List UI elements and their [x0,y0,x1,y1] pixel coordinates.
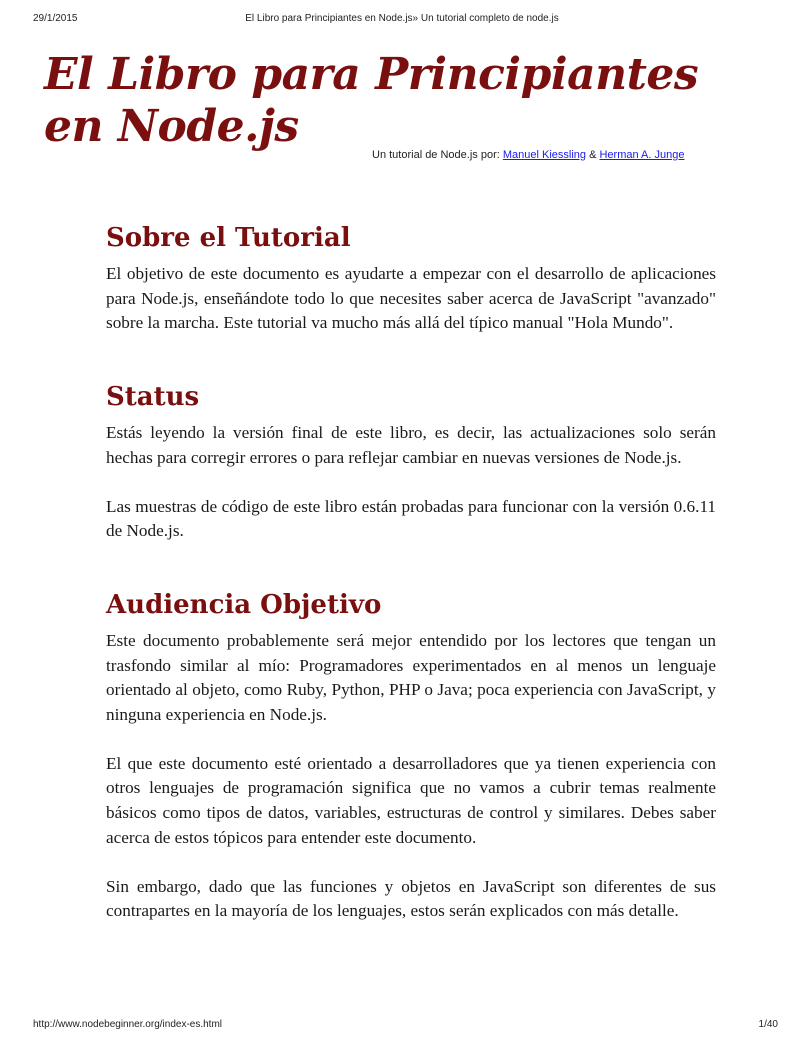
paragraph: Sin embargo, dado que las funciones y objetos en JavaScript son diferentes de sus contrapartes en la mayoría de los lenguajes, estos serán explicados con más detalle. [106,876,716,921]
section-heading: Audiencia Objetivo [106,589,382,620]
section-heading: Sobre el Tutorial [106,223,351,253]
section-target-audience [106,585,716,924]
byline [372,149,684,161]
section-status [106,377,716,544]
print-footer [0,1019,804,1033]
book-title-line-1: El Libro para Principiantes [44,49,699,100]
book-title-line-2: en Node.js [44,101,299,152]
print-page-number: 1/40 [758,1019,778,1030]
paragraph: El que este documento esté orientado a desarrolladores que ya tienen experiencia con otros lenguajes de programación significa que no vamos a cubrir temas realmente básicos como tipos de datos, variables, estructuras de control y similares. Debes saber acerca de estos tópicos para entender este documento. [106,753,716,847]
paragraph: Estás leyendo la versión final de este libro, es decir, las actualizaciones solo serán hechas para corregir errores o para reflejar cambiar en nuevas versiones de Node.js. [106,423,716,467]
paragraph: Las muestras de código de este libro están probadas para funcionar con la versión 0.6.11 de Node.js. [106,496,716,541]
section-heading: Status [106,382,200,413]
print-header [0,13,804,27]
print-url: http://www.nodebeginner.org/index-es.html [33,1019,222,1030]
byline-prefix: Un tutorial de Node.js por: [372,149,500,161]
main-content [106,218,716,924]
paragraph: Este documento probablemente será mejor entendido por los lectores que tengan un trasfondo similar al mío: Programadores experimentados en al menos un lenguaje orientado al objeto, como Ruby, Python, PHP o Java; poca experiencia con JavaScript, y ninguna experiencia en Node.js. [106,630,716,725]
author-link-manuel-kiessling[interactable]: Manuel Kiessling [502,149,587,161]
print-page-title: El Libro para Principiantes en Node.js» Un tutorial completo de node.js [245,13,559,24]
paragraph: El objetivo de este documento es ayudarte a empezar con el desarrollo de aplicaciones para Node.js, enseñándote todo lo que necesites saber acerca de JavaScript "avanzado" sobre la marcha. Este tutorial va mucho más allá del típico manual "Hola Mundo". [106,264,716,333]
section-about-tutorial [106,218,716,336]
book-title [44,49,764,153]
author-link-herman-junge[interactable]: Herman A. Junge [599,149,685,161]
print-date: 29/1/2015 [33,13,78,24]
byline-ampersand: & [589,149,597,161]
